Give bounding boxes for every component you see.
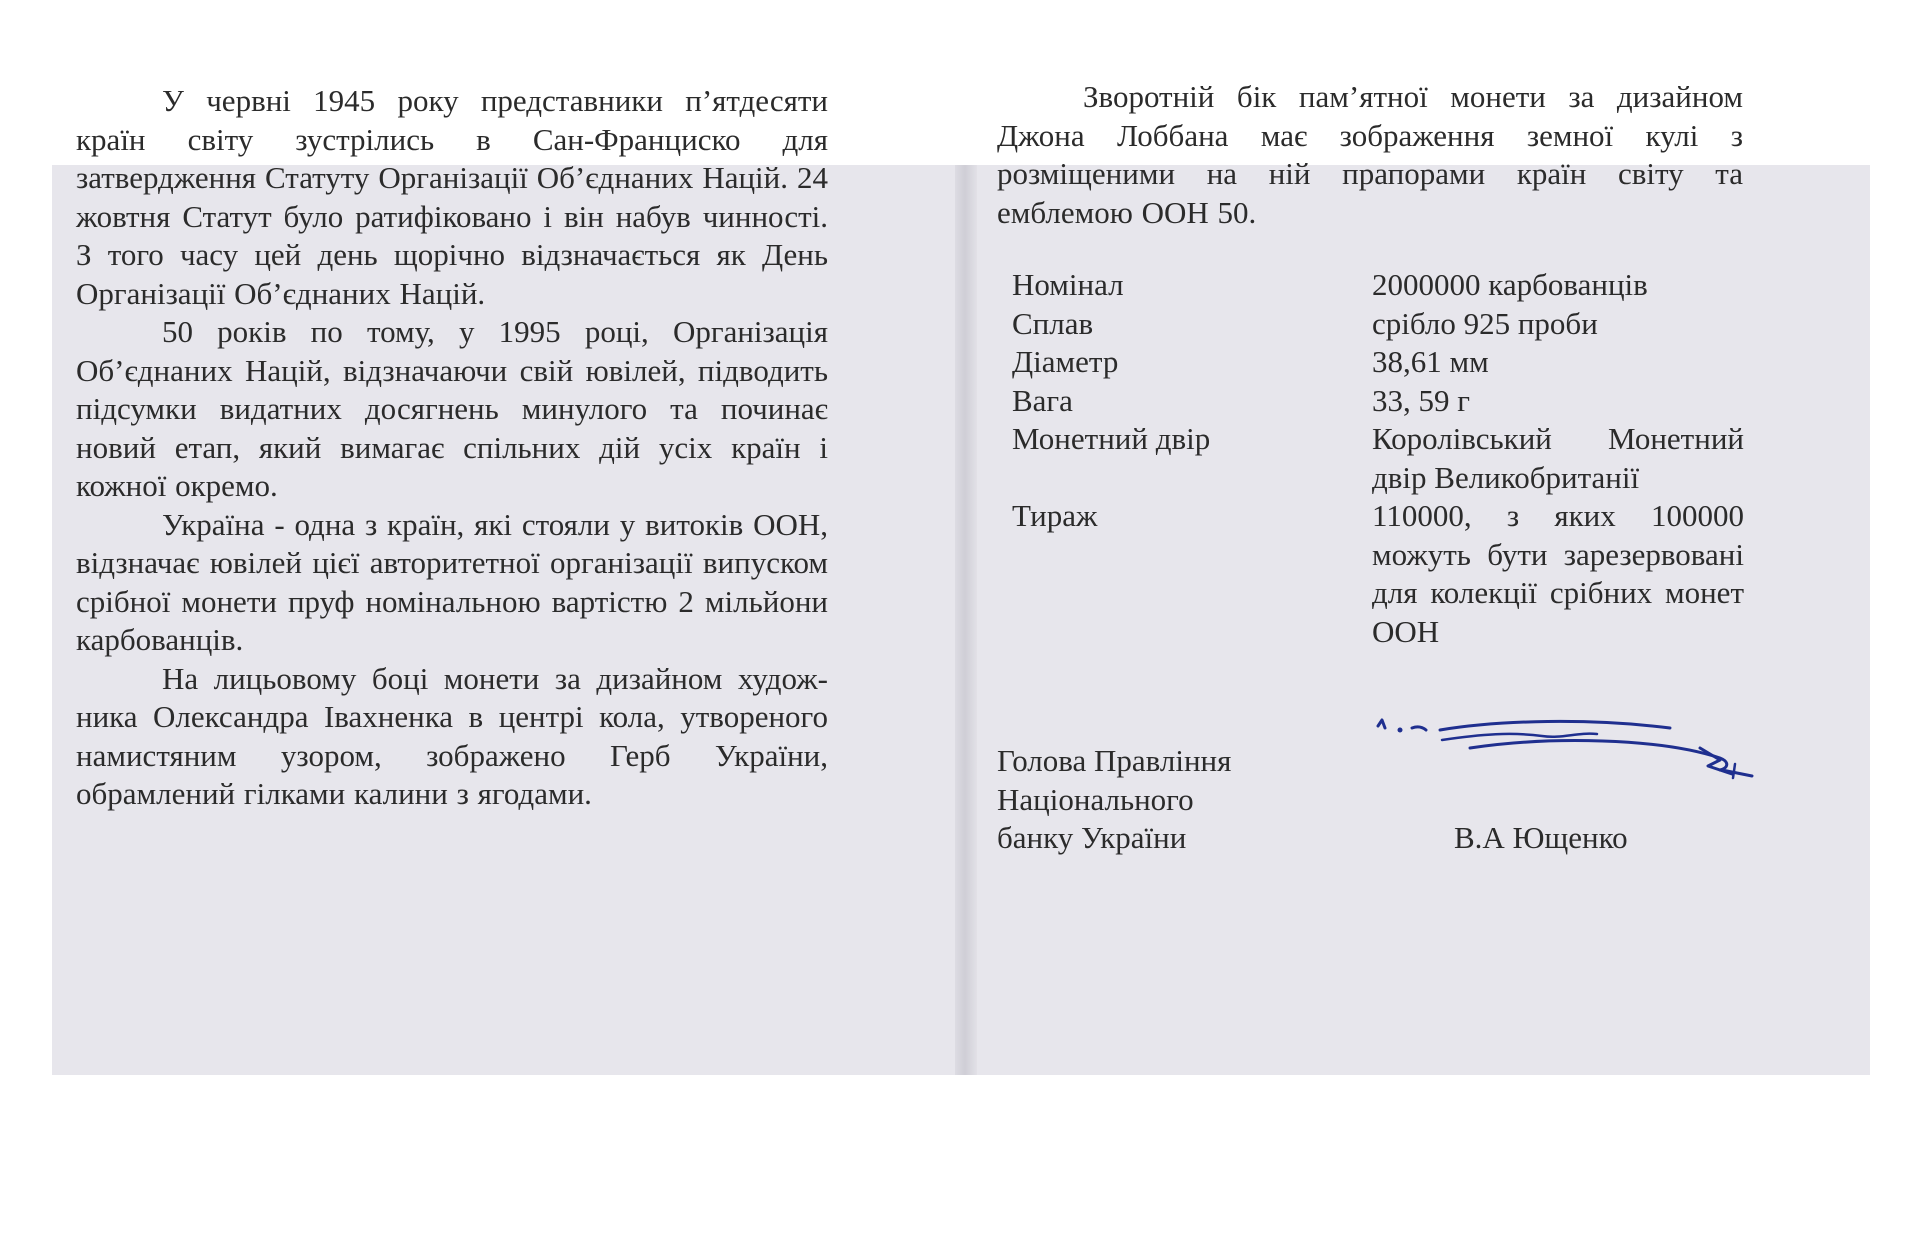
signatory-name: В.А Ющенко <box>1454 820 1628 855</box>
left-page <box>76 82 828 992</box>
spec-value: 2000000 карбованців <box>1372 267 1648 302</box>
spec-value: 38,61 мм <box>1372 344 1489 379</box>
spec-row-denomination <box>1012 266 1752 305</box>
spec-value: 110000, з яких 100000 можуть бути зарезервовані для колекції срібних монет ООН <box>1372 498 1744 649</box>
spec-value: 33, 59 г <box>1372 382 1470 418</box>
spec-value: срібло 925 проби <box>1372 305 1598 341</box>
coin-specifications <box>1012 266 1752 651</box>
spec-label: Діаметр <box>1012 344 1119 379</box>
spec-row-mintage <box>1012 497 1752 651</box>
spec-label: Вага <box>1012 382 1073 418</box>
signature-image <box>1320 700 1760 810</box>
signatory-title-line-3: банку України <box>997 820 1187 855</box>
left-paragraph-2: 50 років по тому, у 1995 році, Організація Об’єднаних Націй, відзначаючи свій ювілей, підводить підсумки видатних досягнень минулого та починає новий етап, який вимагає спільних дій усіх країн і кожної окремо. <box>76 314 828 503</box>
spec-row-mint <box>1012 420 1752 497</box>
spec-label: Монетний двір <box>1012 421 1211 456</box>
spec-label: Тираж <box>1012 498 1098 533</box>
left-paragraph-1: У червні 1945 року представники п’ятдесяти країн світу зустрілись в Сан-Франциско для затвердження Статуту Організації Об’єднаних Націй. 24 жовтня Статут було ратифіковано і він набув чинності. З того часу цей день щорічно відзначається як День Організації Об’єднаних Націй. <box>76 83 828 311</box>
right-intro-paragraph: Зворотній бік пам’ятної монети за дизайном Джона Лоббана має зображення земної кулі з розміщеними на ній прапорами країн світу та емблемою ООН 50. <box>997 79 1743 230</box>
left-paragraph-4: На лицьовому боці монети за дизайном худож-ника Олександра Івахненка в центрі кола, утвореного намистяним узором, зображено Герб України, обрамлений гілками калини з ягодами. <box>76 660 828 811</box>
center-fold <box>955 165 977 1075</box>
spec-row-alloy <box>1012 305 1752 344</box>
left-paragraph-3: Україна - одна з країн, які стояли у витоків ООН, відзначає ювілей цієї авторитетної організації випуском срібної монети пруф номінальною вартістю 2 мільйони карбованців. <box>76 506 828 657</box>
signatory-title-line-1: Голова Правління <box>997 743 1232 778</box>
spec-value: Королівський Монетний двір Великобританії <box>1372 421 1744 495</box>
spec-row-weight <box>1012 382 1752 421</box>
spec-label: Номінал <box>1012 267 1124 302</box>
spec-row-diameter <box>1012 343 1752 382</box>
signatory-title-line-2: Національного <box>997 781 1194 817</box>
signatory-title <box>997 742 1357 858</box>
spec-label: Сплав <box>1012 305 1094 341</box>
